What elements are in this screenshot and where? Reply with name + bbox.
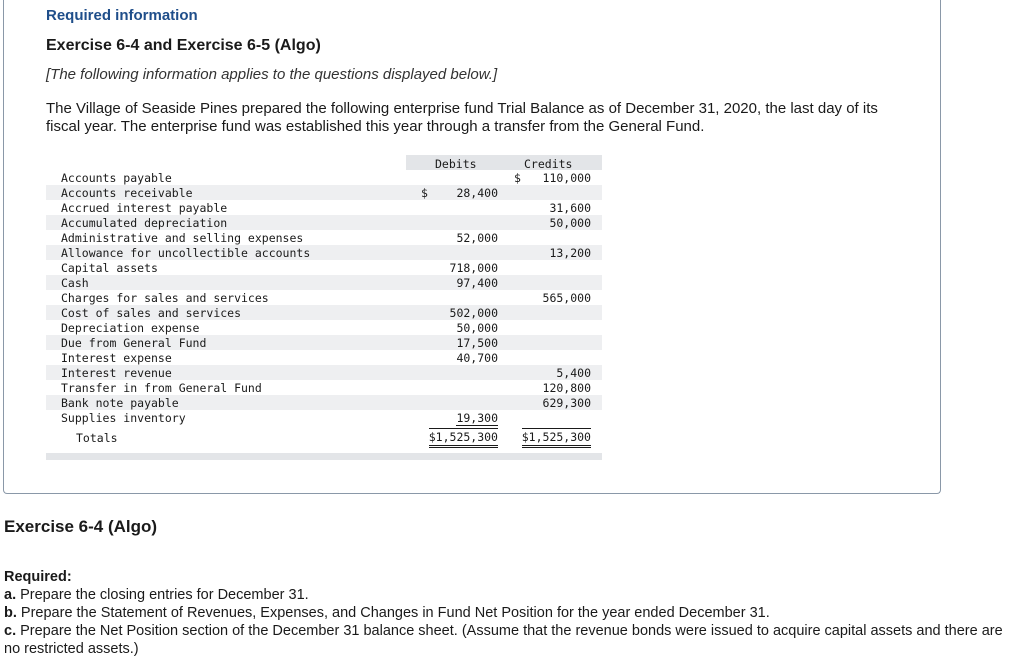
- trial-balance-table: [46, 155, 602, 460]
- debit-amount: 28,400: [456, 186, 498, 200]
- table-row: [46, 230, 602, 245]
- account-name: Capital assets: [61, 261, 158, 275]
- table-bottom-bar: [46, 453, 602, 460]
- credit-amount: 31,600: [549, 201, 591, 215]
- table-row: [46, 305, 602, 320]
- account-name: Bank note payable: [61, 396, 179, 410]
- debit-amount: 718,000: [449, 261, 498, 275]
- applies-note: [The following information applies to the questions displayed below.]: [46, 66, 498, 83]
- account-name: Transfer in from General Fund: [61, 381, 262, 395]
- credit-amount: 120,800: [542, 381, 591, 395]
- credit-amount: 110,000: [542, 171, 591, 185]
- table-row: [46, 320, 602, 335]
- totals-credit: $1,525,300: [522, 428, 591, 448]
- totals-row: [46, 425, 602, 447]
- account-name: Accumulated depreciation: [61, 216, 228, 230]
- table-row: [46, 350, 602, 365]
- table-row: [46, 335, 602, 350]
- debit-amount: 50,000: [456, 321, 498, 335]
- totals-debit: $1,525,300: [429, 428, 498, 448]
- debit-amount: 19,300: [456, 411, 498, 425]
- credit-amount: 5,400: [556, 366, 591, 380]
- credit-dollar-sign: $: [514, 171, 521, 185]
- account-name: Accrued interest payable: [61, 201, 228, 215]
- table-row: [46, 290, 602, 305]
- table-row: [46, 275, 602, 290]
- account-name: Allowance for uncollectible accounts: [61, 246, 311, 260]
- requirement-a: a. Prepare the closing entries for December 31.: [4, 587, 309, 603]
- credit-amount: 13,200: [549, 246, 591, 260]
- account-name: Supplies inventory: [61, 411, 186, 425]
- account-name: Depreciation expense: [61, 321, 200, 335]
- table-row: [46, 410, 602, 425]
- totals-label: Totals: [76, 431, 118, 445]
- debit-amount: 502,000: [449, 306, 498, 320]
- table-row: [46, 200, 602, 215]
- exercise-title: Exercise 6-4 and Exercise 6-5 (Algo): [46, 37, 321, 54]
- credits-header: Credits: [524, 157, 573, 171]
- credit-amount: 565,000: [542, 291, 591, 305]
- exercise-6-4-title: Exercise 6-4 (Algo): [4, 517, 158, 536]
- credit-amount: 50,000: [549, 216, 591, 230]
- account-name: Cash: [61, 276, 89, 290]
- account-name: Interest expense: [61, 351, 172, 365]
- account-name: Administrative and selling expenses: [61, 231, 304, 245]
- requirements-list: [4, 586, 1004, 658]
- requirement-c: c. Prepare the Net Position section of the December 31 balance sheet. (Assume that the revenue bonds were issued to acquire capital assets and there are no restricted assets.): [4, 623, 1003, 657]
- account-name: Cost of sales and services: [61, 306, 242, 320]
- debit-dollar-sign: $: [421, 186, 428, 200]
- table-row: [46, 245, 602, 260]
- account-name: Accounts payable: [61, 171, 172, 185]
- table-row: [46, 395, 602, 410]
- required-information-heading: Required information: [46, 7, 198, 24]
- trial-balance-header: [46, 155, 602, 170]
- table-row: [46, 170, 602, 185]
- debit-amount: 40,700: [456, 351, 498, 365]
- account-name: Interest revenue: [61, 366, 172, 380]
- requirement-b: b. Prepare the Statement of Revenues, Expenses, and Changes in Fund Net Position for the year ended December 31.: [4, 605, 770, 621]
- debits-header: Debits: [435, 157, 477, 171]
- account-name: Accounts receivable: [61, 186, 193, 200]
- debit-amount: 17,500: [456, 336, 498, 350]
- account-name: Charges for sales and services: [61, 291, 269, 305]
- table-row: [46, 380, 602, 395]
- table-row: [46, 215, 602, 230]
- account-name: Due from General Fund: [61, 336, 207, 350]
- debit-amount: 52,000: [456, 231, 498, 245]
- table-row: [46, 260, 602, 275]
- required-label: Required:: [4, 569, 72, 585]
- credit-amount: 629,300: [542, 396, 591, 410]
- intro-paragraph: The Village of Seaside Pines prepared the following enterprise fund Trial Balance as of December 31, 2020, the last day of its fiscal year. The enterprise fund was established this year through a transfer from the General Fund.: [46, 100, 878, 135]
- debit-amount: 97,400: [456, 276, 498, 290]
- table-row: [46, 365, 602, 380]
- table-row: [46, 185, 602, 200]
